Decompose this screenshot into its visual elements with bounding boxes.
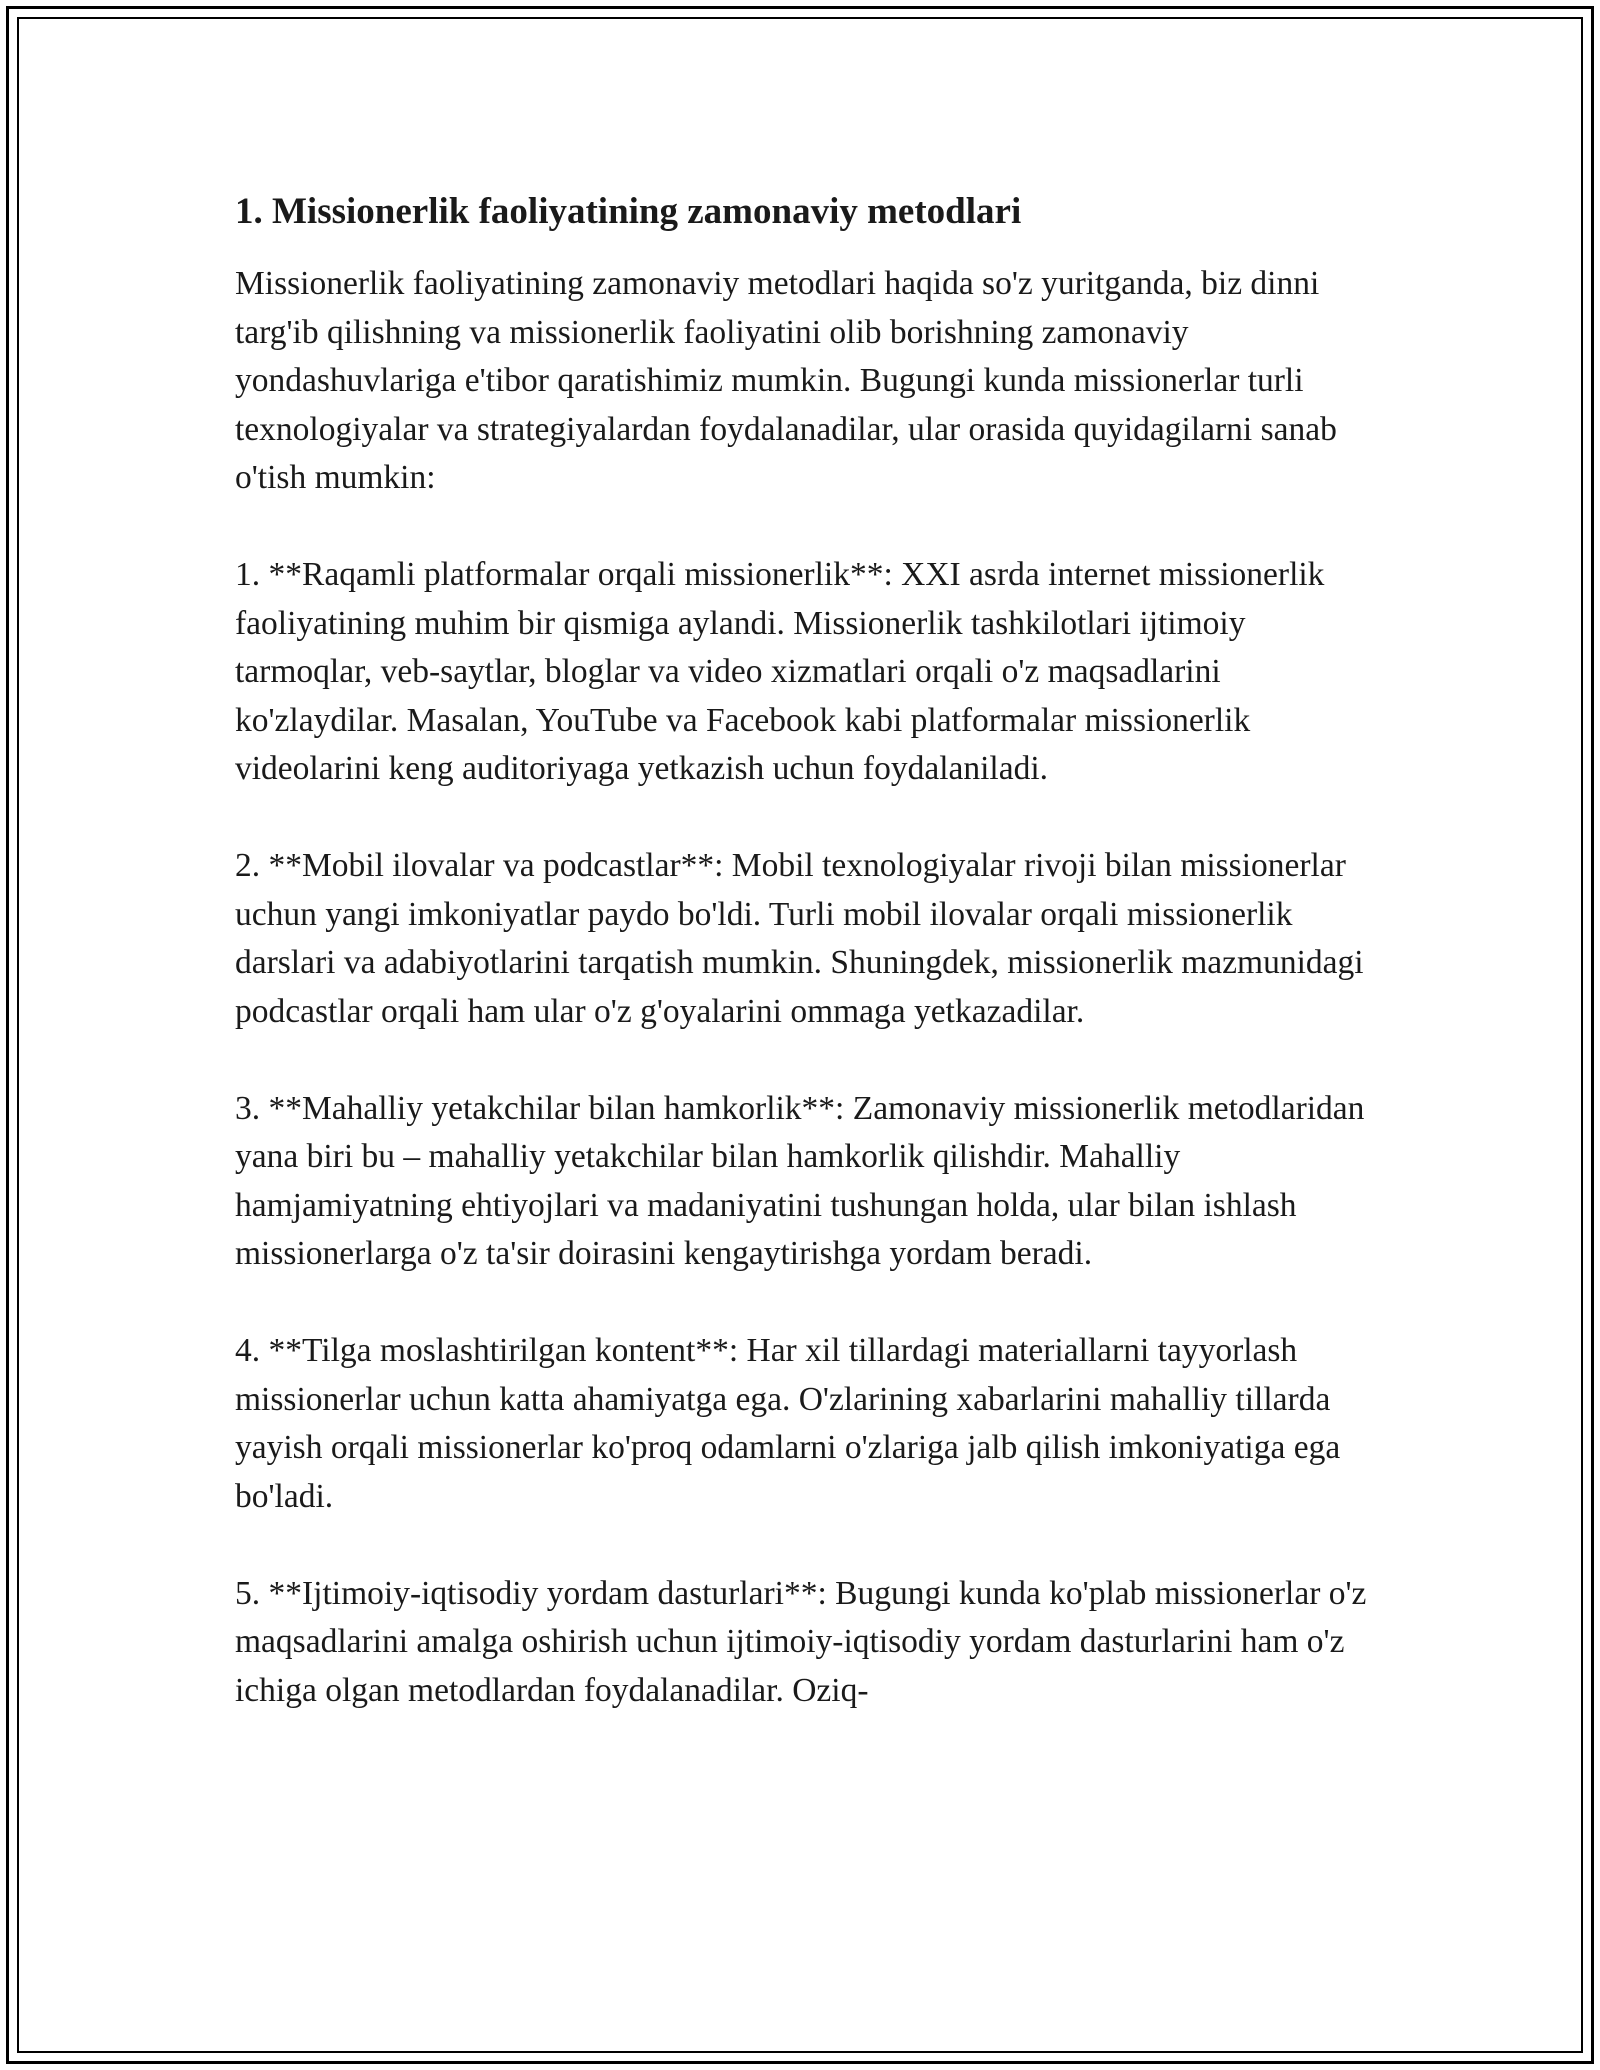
list-item-1: 1. **Raqamli platformalar orqali missionerlik**: XXI asrda internet missionerlik faoliyatining muhim bir qismiga aylandi. Missionerlik tashkilotlari ijtimoiy tarmoqlar, veb-saytlar, bloglar va video xizmatlari orqali o'z maqsadlarini ko'zlaydilar. Masalan, YouTube va Facebook kabi platformalar missionerlik videolarini keng auditoriyaga yetkazish uchun foydalaniladi. bbox=[235, 556, 1325, 787]
list-item-2: 2. **Mobil ilovalar va podcastlar**: Mobil texnologiyalar rivoji bilan missionerlar uchun yangi imkoniyatlar paydo bo'ldi. Turli mobil ilovalar orqali missionerlik darslari va adabiyotlarini tarqatish mumkin. Shuningdek, missionerlik mazmunidagi podcastlar orqali ham ular o'z g'oyalarini ommaga yetkazadilar. bbox=[235, 847, 1364, 1030]
section-heading: 1. Missionerlik faoliyatining zamonaviy metodlari bbox=[235, 191, 1022, 232]
document-body bbox=[235, 186, 1375, 1715]
intro-paragraph: Missionerlik faoliyatining zamonaviy metodlari haqida so'z yuritganda, biz dinni targ'ib qilishning va missionerlik faoliyatini olib borishning zamonaviy yondashuvlariga e'tibor qaratishimiz mumkin. Bugungi kunda missionerlar turli texnologiyalar va strategiyalardan foydalanadilar, ular orasida quyidagilarni sanab o'tish mumkin: bbox=[235, 265, 1337, 496]
list-item-5: 5. **Ijtimoiy-iqtisodiy yordam dasturlari**: Bugungi kunda ko'plab missionerlar o'z maqsadlarini amalga oshirish uchun ijtimoiy-iqtisodiy yordam dasturlarini ham o'z ichiga olgan metodlardan foydalanadilar. Oziq- bbox=[235, 1574, 1367, 1709]
list-item-4: 4. **Tilga moslashtirilgan kontent**: Har xil tillardagi materiallarni tayyorlash missionerlar uchun katta ahamiyatga ega. O'zlarining xabarlarini mahalliy tillarda yayish orqali missionerlar ko'proq odamlarni o'zlariga jalb qilish imkoniyatiga ega bo'ladi. bbox=[235, 1332, 1341, 1515]
list-item-3: 3. **Mahalliy yetakchilar bilan hamkorlik**: Zamonaviy missionerlik metodlaridan yana biri bu – mahalliy yetakchilar bilan hamkorlik qilishdir. Mahalliy hamjamiyatning ehtiyojlari va madaniyatini tushungan holda, ular bilan ishlash missionerlarga o'z ta'sir doirasini kengaytirishga yordam beradi. bbox=[235, 1089, 1365, 1272]
